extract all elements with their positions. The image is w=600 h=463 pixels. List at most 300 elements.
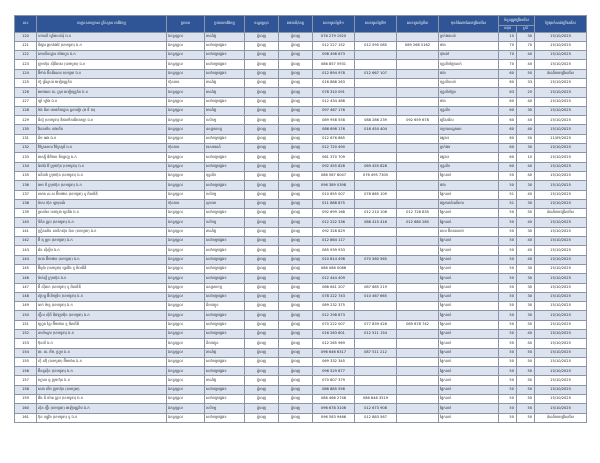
cell-province: ភ្នំពេញ xyxy=(279,209,313,218)
cell-deadline: 15/10/2025 xyxy=(535,330,587,339)
cell-district: ភ្នំពេញ xyxy=(245,78,279,87)
cell-province: ភ្នំពេញ xyxy=(279,357,313,366)
cell-no: 155 xyxy=(15,357,37,366)
cell-name: ឡាំ ឃ្លាំង ឯ.ក xyxy=(37,97,167,106)
table-header xyxy=(15,16,587,33)
cell-district: ភ្នំពេញ xyxy=(245,339,279,348)
cell-phone-3 xyxy=(397,51,439,60)
cell-phone-1: 081 370 709 xyxy=(313,153,355,162)
cell-no: 136 xyxy=(15,181,37,190)
cell-female: 30 xyxy=(517,227,535,236)
cell-deadline: 15/10/2025 xyxy=(535,144,587,153)
cell-phone-1: 070 807 379 xyxy=(313,376,355,385)
table-row xyxy=(15,190,587,199)
cell-province: ភ្នំពេញ xyxy=(279,283,313,292)
cell-deadline: 15/10/2025 xyxy=(535,51,587,60)
cell-total: 60 xyxy=(499,97,517,106)
cell-type: ឯកត្តបុគ្គល xyxy=(167,376,205,385)
cell-phone-3 xyxy=(397,385,439,394)
cell-total: 50 xyxy=(499,395,517,404)
table-row xyxy=(15,60,587,69)
cell-no: 129 xyxy=(15,116,37,125)
cell-female: 50 xyxy=(517,134,535,143)
cell-phone-1: 085 939 933 xyxy=(313,246,355,255)
cell-province: ភ្នំពេញ xyxy=(279,88,313,97)
cell-female: 40 xyxy=(517,51,535,60)
cell-total: 50 xyxy=(499,357,517,366)
table-row xyxy=(15,320,587,329)
cell-province: ភ្នំពេញ xyxy=(279,32,313,41)
cell-phone-1: 076 279 1920 xyxy=(313,32,355,41)
cell-total: 50 xyxy=(499,246,517,255)
cell-category: កសិកម្ម xyxy=(205,190,245,199)
cell-phone-3 xyxy=(397,227,439,236)
cell-position: បុគ្គលិក xyxy=(439,106,499,115)
cell-province: ភ្នំពេញ xyxy=(279,348,313,357)
cell-phone-1: 092 455 828 xyxy=(313,162,355,171)
cell-no: 146 xyxy=(15,274,37,283)
cell-phone-3: 012 680 280 xyxy=(397,218,439,227)
cell-name: ប្រាយ័ស ខេមបូឌា ត្រេឌីង ឯ.ក xyxy=(37,209,167,218)
cell-female: 70 xyxy=(517,41,535,50)
cell-total: 63 xyxy=(499,88,517,97)
cell-phone-1: 012 720 490 xyxy=(313,144,355,153)
cell-name: ហ្គ្រីនឈិន សានិកស៊ុន ប៉ាក (ខេមបូឌា) ឯ.ក xyxy=(37,227,167,236)
cell-no: 135 xyxy=(15,171,37,180)
cell-female: 40 xyxy=(517,60,535,69)
cell-type: ឯកត្តបុគ្គល xyxy=(167,97,205,106)
cell-category: សេវាកម្មផ្សេងៗ xyxy=(205,69,245,78)
cell-position: ផ្នែកលក់ xyxy=(439,246,499,255)
header-phone-2: លេខទូរស័ព្ទទី២ xyxy=(355,16,397,33)
cell-total: 60 xyxy=(499,134,517,143)
cell-type: ឯកត្តបុគ្គល xyxy=(167,32,205,41)
cell-type: ឯកត្តបុគ្គល xyxy=(167,357,205,366)
cell-type: ឯកត្តបុគ្គល xyxy=(167,302,205,311)
cell-no: 150 xyxy=(15,311,37,320)
cell-total: 50 xyxy=(499,330,517,339)
cell-deadline: ដំណើរការជ្រើសរើស xyxy=(535,413,587,422)
cell-total: 50 xyxy=(499,227,517,236)
cell-category: សេវាកម្មផ្សេងៗ xyxy=(205,330,245,339)
cell-category: ដឹកជញ្ជូន xyxy=(205,339,245,348)
cell-category: ដឹកជញ្ជូន xyxy=(205,302,245,311)
cell-deadline: 15/10/2025 xyxy=(535,404,587,413)
cell-name: អេ. ភេ. អឹម. ហ្គ្រុប ឯ.ក xyxy=(37,348,167,357)
table-row xyxy=(15,209,587,218)
cell-no: 122 xyxy=(15,51,37,60)
cell-phone-3: 012 728 835 xyxy=(397,209,439,218)
cell-district: ភ្នំពេញ xyxy=(245,171,279,180)
cell-district: ភ្នំពេញ xyxy=(245,162,279,171)
cell-deadline: 15/10/2025 xyxy=(535,125,587,134)
table-row xyxy=(15,51,587,60)
cell-position: ផ្នែកលក់ xyxy=(439,218,499,227)
cell-female: 30 xyxy=(517,32,535,41)
cell-position: ភ្នាក់ងារ xyxy=(439,144,499,153)
cell-type: ឯកត្តបុគ្គល xyxy=(167,134,205,143)
cell-category: ពាណិជ្ជ xyxy=(205,106,245,115)
cell-phone-1: 098 496 673 xyxy=(313,51,355,60)
cell-province: ភ្នំពេញ xyxy=(279,41,313,50)
table-row xyxy=(15,274,587,283)
cell-province: ភ្នំពេញ xyxy=(279,199,313,208)
cell-phone-1: 089 958 558 xyxy=(313,116,355,125)
cell-phone-1: 078 222 743 xyxy=(313,292,355,301)
cell-name: អ៊ីថាន់ អ៊ីនធឺណេត ខេមបូឌា ឯ.ក xyxy=(37,69,167,78)
cell-province: ភ្នំពេញ xyxy=(279,106,313,115)
cell-phone-3 xyxy=(397,97,439,106)
cell-phone-1: 016 888 263 xyxy=(313,78,355,87)
cell-type: ឯកត្តបុគ្គល xyxy=(167,274,205,283)
cell-type: ឯកត្តបុគ្គល xyxy=(167,367,205,376)
cell-type: ឯកត្តបុគ្គល xyxy=(167,395,205,404)
cell-phone-1: 010 814 498 xyxy=(313,255,355,264)
cell-phone-2 xyxy=(355,199,397,208)
cell-total: 50 xyxy=(499,320,517,329)
header-category: ប្រភេទអាជីវកម្ម xyxy=(205,16,245,33)
cell-category: សេវាកម្មផ្សេងៗ xyxy=(205,51,245,60)
cell-deadline: 15/10/2025 xyxy=(535,302,587,311)
cell-phone-3 xyxy=(397,330,439,339)
cell-deadline: 15/10/2025 xyxy=(535,106,587,115)
cell-no: 131 xyxy=(15,134,37,143)
cell-deadline: 15/10/2025 xyxy=(535,264,587,273)
cell-position: ផ្នែកលក់ xyxy=(439,302,499,311)
cell-total: 70 xyxy=(499,41,517,50)
cell-phone-3 xyxy=(397,190,439,199)
header-name: ឈ្មោះសហគ្រាស គ្រឹះស្ថាន អាជីវកម្ម xyxy=(37,16,167,33)
cell-total: 60 xyxy=(499,153,517,162)
cell-province: ភ្នំពេញ xyxy=(279,60,313,69)
cell-phone-1: 096 678 3106 xyxy=(313,404,355,413)
cell-female: 50 xyxy=(517,367,535,376)
cell-phone-3 xyxy=(397,283,439,292)
cell-position: ផ្នែកលក់ xyxy=(439,357,499,366)
cell-category: កសិកម្ម xyxy=(205,218,245,227)
cell-district: ភ្នំពេញ xyxy=(245,274,279,283)
cell-name: សេង លីម ក្រុមហ៊ុន (ខេមបូឌា) xyxy=(37,385,167,394)
cell-phone-2: 012 511 154 xyxy=(355,330,397,339)
cell-no: 153 xyxy=(15,339,37,348)
cell-deadline: 15/10/2025 xyxy=(535,357,587,366)
cell-phone-3: 092 659 678 xyxy=(397,116,439,125)
cell-name: ឈាង ស.ស អ៊ីមផោត (ខេមបូឌា) ខូ អិលធីឌី xyxy=(37,190,167,199)
cell-phone-1: 096 646 6317 xyxy=(313,348,355,357)
cell-name: ស៊ី ដប៊ុំ (ខេមបូឌា) អ៊ីមផោត ឯ.ក xyxy=(37,357,167,366)
cell-phone-3 xyxy=(397,413,439,422)
cell-total: 50 xyxy=(499,181,517,190)
table-row xyxy=(15,162,587,171)
cell-type: ឯកត្តបុគ្គល xyxy=(167,88,205,97)
table-row xyxy=(15,106,587,115)
cell-category: ពាណិជ្ជ xyxy=(205,348,245,357)
cell-province: ភ្នំពេញ xyxy=(279,227,313,236)
table-row xyxy=(15,255,587,264)
cell-deadline: 15/10/2025 xyxy=(535,116,587,125)
cell-female: 50 xyxy=(517,413,535,422)
table-row xyxy=(15,218,587,227)
cell-female: 40 xyxy=(517,339,535,348)
cell-position: ផ្នែកលក់ xyxy=(439,385,499,394)
cell-no: 125 xyxy=(15,78,37,87)
cell-no: 143 xyxy=(15,246,37,255)
cell-district: ភ្នំពេញ xyxy=(245,292,279,301)
cell-phone-3: 089 268 5162 xyxy=(397,41,439,50)
cell-no: 130 xyxy=(15,125,37,134)
cell-category: សេវាកម្មផ្សេងៗ xyxy=(205,385,245,394)
cell-category: សេវាកម្មផ្សេងៗ xyxy=(205,264,245,273)
cell-province: ភ្នំពេញ xyxy=(279,125,313,134)
header-deadline: ថ្ងៃផុតកំណត់ជ្រើសរើស xyxy=(535,16,587,33)
cell-type: ឯកត្តបុគ្គល xyxy=(167,413,205,422)
cell-category: សេវាកម្មផ្សេងៗ xyxy=(205,97,245,106)
cell-category: ពាណិជ្ជ xyxy=(205,78,245,87)
cell-category: សេវាកម្មផ្សេងៗ xyxy=(205,153,245,162)
cell-position: បុគ្គលិកផ្នែក xyxy=(439,88,499,97)
cell-total: 50 xyxy=(499,218,517,227)
table-row xyxy=(15,376,587,385)
cell-district: ភ្នំពេញ xyxy=(245,153,279,162)
cell-name: ស៊ូហ្សូ អ៊ីលិចទ្រិច (ខេមបូឌា) ឯ.ក xyxy=(37,292,167,301)
cell-total: 50 xyxy=(499,413,517,422)
cell-deadline: 15/10/2025 xyxy=(535,385,587,394)
cell-phone-1: 092 699 168 xyxy=(313,209,355,218)
header-count-group: ចំនួនត្រូវជ្រើសរើស xyxy=(499,16,535,26)
table-row xyxy=(15,292,587,301)
cell-female: 40 xyxy=(517,255,535,264)
cell-no: 148 xyxy=(15,292,37,301)
cell-phone-3 xyxy=(397,171,439,180)
table-row xyxy=(15,153,587,162)
cell-total: 70 xyxy=(499,51,517,60)
cell-deadline: 15/10/2025 xyxy=(535,199,587,208)
cell-position: ផ្នែកលក់ xyxy=(439,171,499,180)
table-row xyxy=(15,116,587,125)
cell-no: 126 xyxy=(15,88,37,97)
cell-province: ភ្នំពេញ xyxy=(279,69,313,78)
cell-district: ភ្នំពេញ xyxy=(245,106,279,115)
cell-deadline: 15/10/2025 xyxy=(535,274,587,283)
cell-province: ភ្នំពេញ xyxy=(279,395,313,404)
cell-female: 50 xyxy=(517,357,535,366)
cell-phone-1: 078 310 091 xyxy=(313,88,355,97)
cell-province: ភ្នំពេញ xyxy=(279,162,313,171)
cell-no: 134 xyxy=(15,162,37,171)
table-row xyxy=(15,171,587,180)
cell-total: 60 xyxy=(499,116,517,125)
cell-phone-2 xyxy=(355,97,397,106)
cell-deadline: 15/10/2025 xyxy=(535,255,587,264)
cell-name: អ៊ី ឌុ គ្រុប (ខេមបូឌា) ឯ.ក xyxy=(37,237,167,246)
cell-position: ផ្នែកលក់ xyxy=(439,190,499,199)
cell-position: ផ្នែកលក់ xyxy=(439,395,499,404)
cell-phone-3 xyxy=(397,153,439,162)
cell-type: ឯកត្តបុគ្គល xyxy=(167,385,205,394)
cell-phone-2 xyxy=(355,227,397,236)
cell-phone-2 xyxy=(355,357,397,366)
cell-category: សេវាកម្មផ្សេងៗ xyxy=(205,237,245,246)
cell-deadline: 15/10/2025 xyxy=(535,292,587,301)
cell-province: ភ្នំពេញ xyxy=(279,385,313,394)
cell-deadline: 15/10/2025 xyxy=(535,283,587,292)
cell-phone-2 xyxy=(355,302,397,311)
cell-type: ឯកត្តបុគ្គល xyxy=(167,237,205,246)
cell-phone-2: 088 286 239 xyxy=(355,116,397,125)
cell-total: 50 xyxy=(499,171,517,180)
table-row xyxy=(15,97,587,106)
cell-type: ឯកត្តបុគ្គល xyxy=(167,125,205,134)
cell-female: 50 xyxy=(517,385,535,394)
cell-total: 60 xyxy=(499,125,517,134)
cell-deadline: 15/10/2025 xyxy=(535,367,587,376)
cell-name: ភោជនីយដ្ឋាន ម៉េងហួត ឯ.ក xyxy=(37,51,167,60)
header-type: ប្រភេទ xyxy=(167,16,205,33)
table-row xyxy=(15,348,587,357)
cell-phone-2 xyxy=(355,264,397,273)
cell-province: ភ្នំពេញ xyxy=(279,144,313,153)
cell-total: 50 xyxy=(499,311,517,320)
cell-phone-2 xyxy=(355,181,397,190)
cell-phone-1: 086 885 556 xyxy=(313,385,355,394)
cell-phone-3 xyxy=(397,181,439,190)
cell-no: 147 xyxy=(15,283,37,292)
cell-deadline: 15/10/2025 xyxy=(535,97,587,106)
cell-category: បុគ្គលិក xyxy=(205,171,245,180)
cell-phone-2 xyxy=(355,237,397,246)
cell-total: 50 xyxy=(499,302,517,311)
cell-phone-2 xyxy=(355,60,397,69)
cell-female: 30 xyxy=(517,302,535,311)
cell-total: 50 xyxy=(499,209,517,218)
cell-position: ពេល អ៊ិតឥតឈប់ xyxy=(439,227,499,236)
cell-phone-3 xyxy=(397,88,439,97)
cell-district: ភ្នំពេញ xyxy=(245,181,279,190)
cell-female: 50 xyxy=(517,69,535,78)
cell-phone-3 xyxy=(397,60,439,69)
cell-deadline: 15/10/2025 xyxy=(535,32,587,41)
cell-province: ភ្នំពេញ xyxy=(279,78,313,87)
cell-no: 159 xyxy=(15,395,37,404)
cell-phone-3 xyxy=(397,357,439,366)
cell-name: ហ្គ្រេត ខ្មែរ អ៊ីមផោត ខូ អិលធីឌី xyxy=(37,320,167,329)
cell-position: ផ្នែកលក់ xyxy=(439,320,499,329)
cell-no: 154 xyxy=(15,348,37,357)
cell-phone-1: 069 332 345 xyxy=(313,357,355,366)
cell-no: 145 xyxy=(15,264,37,273)
cell-phone-2: 012 883 567 xyxy=(355,413,397,422)
cell-position: ផ្សេងៗ xyxy=(439,153,499,162)
cell-category: ពាណិជ្ជ xyxy=(205,32,245,41)
cell-phone-1: 096 529 877 xyxy=(313,367,355,376)
cell-phone-1: 086 641 207 xyxy=(313,283,355,292)
cell-name: វិចិត្រសាល វិចិត្រកូរ៉េ ឯ.ក xyxy=(37,144,167,153)
cell-position: ផ្នែកលក់ xyxy=(439,237,499,246)
cell-no: 160 xyxy=(15,404,37,413)
cell-phone-2 xyxy=(355,106,397,115)
cell-deadline: 15/10/2025 xyxy=(535,88,587,97)
cell-total: 50 xyxy=(499,237,517,246)
cell-deadline: 15/10/2025 xyxy=(535,376,587,385)
cell-type: ឯកត្តបុគ្គល xyxy=(167,190,205,199)
cell-position: ផ្នែកលក់ xyxy=(439,209,499,218)
cell-no: 138 xyxy=(15,199,37,208)
cell-total: 50 xyxy=(499,264,517,273)
cell-no: 152 xyxy=(15,330,37,339)
cell-deadline: 15/10/2025 xyxy=(535,246,587,255)
cell-phone-3 xyxy=(397,246,439,255)
cell-phone-1: 012 265 969 xyxy=(313,339,355,348)
table-row xyxy=(15,78,587,87)
cell-position: ផ្នែកលក់ xyxy=(439,339,499,348)
cell-name: ម៉ាស ហ៊ុន ឡាមុនធ័រ xyxy=(37,199,167,208)
cell-female: 40 xyxy=(517,171,535,180)
cell-female: 50 xyxy=(517,209,535,218)
cell-deadline: 15/10/2025 xyxy=(535,311,587,320)
cell-category: ឧស្សាហកម្ម xyxy=(205,125,245,134)
cell-phone-2 xyxy=(355,367,397,376)
cell-position: កម្មករសណ្ឋាគារ xyxy=(439,125,499,134)
cell-phone-2: 087 685 219 xyxy=(355,283,397,292)
cell-type: ឯកត្តបុគ្គល xyxy=(167,320,205,329)
table-row xyxy=(15,227,587,236)
header-count-female: ស្រី xyxy=(517,26,535,33)
cell-category: សេវាកម្មផ្សេងៗ xyxy=(205,320,245,329)
cell-phone-2: 069 455 828 xyxy=(355,162,397,171)
cell-category: ឧស្សាហកម្ម xyxy=(205,283,245,292)
cell-phone-1: 096 389 0398 xyxy=(313,181,355,190)
cell-phone-3 xyxy=(397,264,439,273)
cell-deadline: 15/10/2025 xyxy=(535,320,587,329)
cell-position: ផ្នែកលក់ xyxy=(439,404,499,413)
cell-type: ឯកត្តបុគ្គល xyxy=(167,218,205,227)
cell-district: ភ្នំពេញ xyxy=(245,190,279,199)
cell-phone-3 xyxy=(397,144,439,153)
cell-phone-2 xyxy=(355,311,397,320)
cell-category: សេវាកម្មផ្សេងៗ xyxy=(205,209,245,218)
cell-type: ឯកត្តបុគ្គល xyxy=(167,255,205,264)
cell-type: ឯកត្តបុគ្គល xyxy=(167,339,205,348)
cell-type: ហ៊ុនភាគ xyxy=(167,78,205,87)
cell-type: ឯកត្តបុគ្គល xyxy=(167,106,205,115)
cell-province: ភ្នំពេញ xyxy=(279,320,313,329)
table-row xyxy=(15,134,587,143)
cell-province: ភ្នំពេញ xyxy=(279,116,313,125)
cell-female: 30 xyxy=(517,311,535,320)
cell-name: ប៉ាវឌ័រ វ៉ៃ ក្រុមហ៊ុន (ខេមបូឌា) ឯ.ក xyxy=(37,162,167,171)
cell-female: 10 xyxy=(517,153,535,162)
header-position: មុខតំណែងដែលជ្រើសរើស xyxy=(439,16,499,33)
cell-no: 158 xyxy=(15,385,37,394)
cell-name: ស៊ិន ហ្វ៊ឺរ (ខេមបូឌា) អេឡិចត្រូនិច ឯ.ក xyxy=(37,404,167,413)
cell-district: ភ្នំពេញ xyxy=(245,330,279,339)
cell-province: ភ្នំពេញ xyxy=(279,330,313,339)
cell-deadline: 15/10/2025 xyxy=(535,171,587,180)
cell-category: ទេសចរណ៍ xyxy=(205,144,245,153)
cell-female: 30 xyxy=(517,106,535,115)
cell-female: 40 xyxy=(517,162,535,171)
cell-type: ឯកត្តបុគ្គល xyxy=(167,209,205,218)
header-province: រាជធានី/ខេត្ត xyxy=(279,16,313,33)
cell-position: ផ្នែកលក់ xyxy=(439,255,499,264)
cell-female: 30 xyxy=(517,264,535,273)
cell-phone-3 xyxy=(397,376,439,385)
cell-total: 50 xyxy=(499,274,517,283)
cell-district: ភ្នំពេញ xyxy=(245,88,279,97)
cell-province: ភ្នំពេញ xyxy=(279,302,313,311)
cell-district: ភ្នំពេញ xyxy=(245,41,279,50)
cell-no: 151 xyxy=(15,320,37,329)
